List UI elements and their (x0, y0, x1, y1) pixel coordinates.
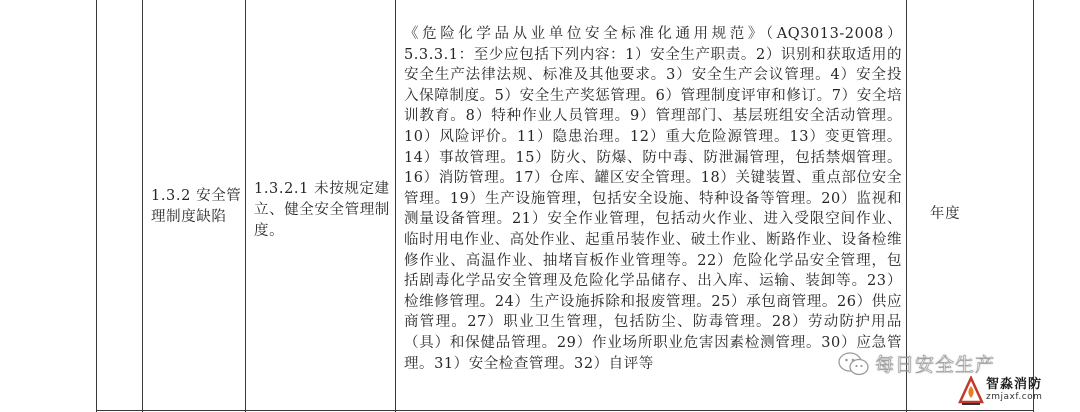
column-divider (245, 0, 246, 412)
fire-logo-icon (958, 376, 984, 406)
basis-cell: 《危险化学品从业单位安全标准化通用规范》（AQ3013-2008）5.3.3.1：至少应包括下列内容：1）安全生产职责。2）识别和获取适用的安全生产法律法规、标准及其他要求。3）安全生产会议管理。4）安全投入保障制度。5）安全生产奖惩管理。6）管理制度评审和修订。7）安全培训教育。8）特种作业人员管理。9）管理部门、基层班组安全活动管理。10）风险评价。11）隐患治理。12）重大危险源管理。13）变更管理。14）事故管理。15）防火、防爆、防中毒、防泄漏管理，包括禁烟管理。16）消防管理。17）仓库、罐区安全管理。18）关键装置、重点部位安全管理。19）生产设施管理，包括安全设施、特种设备等管理。20）监视和测量设备管理。21）安全作业管理，包括动火作业、进入受限空间作业、临时用电作业、高处作业、起重吊装作业、破土作业、断路作业、设备检维修作业、高温作业、抽堵盲板作业管理等。22）危险化学品安全管理，包括剧毒化学品安全管理及危险化学品储存、出入库、运输、装卸等。23）检维修管理。24）生产设施拆除和报废管理。25）承包商管理。26）供应商管理。27）职业卫生管理，包括防尘、防毒管理。28）劳动防护用品（具）和保健品管理。29）作业场所职业危害因素检测管理。30）应急管理。31）安全检查管理。32）自评等 (404, 26, 902, 372)
frequency-cell: 年度 (930, 206, 961, 222)
brand-logo (958, 376, 1042, 406)
logo-url: zmjaxf.com (986, 392, 1043, 402)
logo-name: 智淼消防 (986, 377, 1043, 392)
table-border-bottom (96, 410, 1034, 411)
wechat-icon (837, 351, 871, 377)
column-divider (395, 0, 396, 412)
watermark-text: 每日安全生产 (875, 354, 996, 376)
table-border-left (96, 0, 97, 412)
section-cell: 1.3.2 安全管理制度缺陷 (151, 188, 242, 225)
column-divider (142, 0, 143, 412)
item-cell: 1.3.2.1 未按规定建立、健全安全管理制度。 (254, 181, 390, 239)
table-border-right (1033, 0, 1034, 412)
wechat-watermark (837, 350, 995, 377)
